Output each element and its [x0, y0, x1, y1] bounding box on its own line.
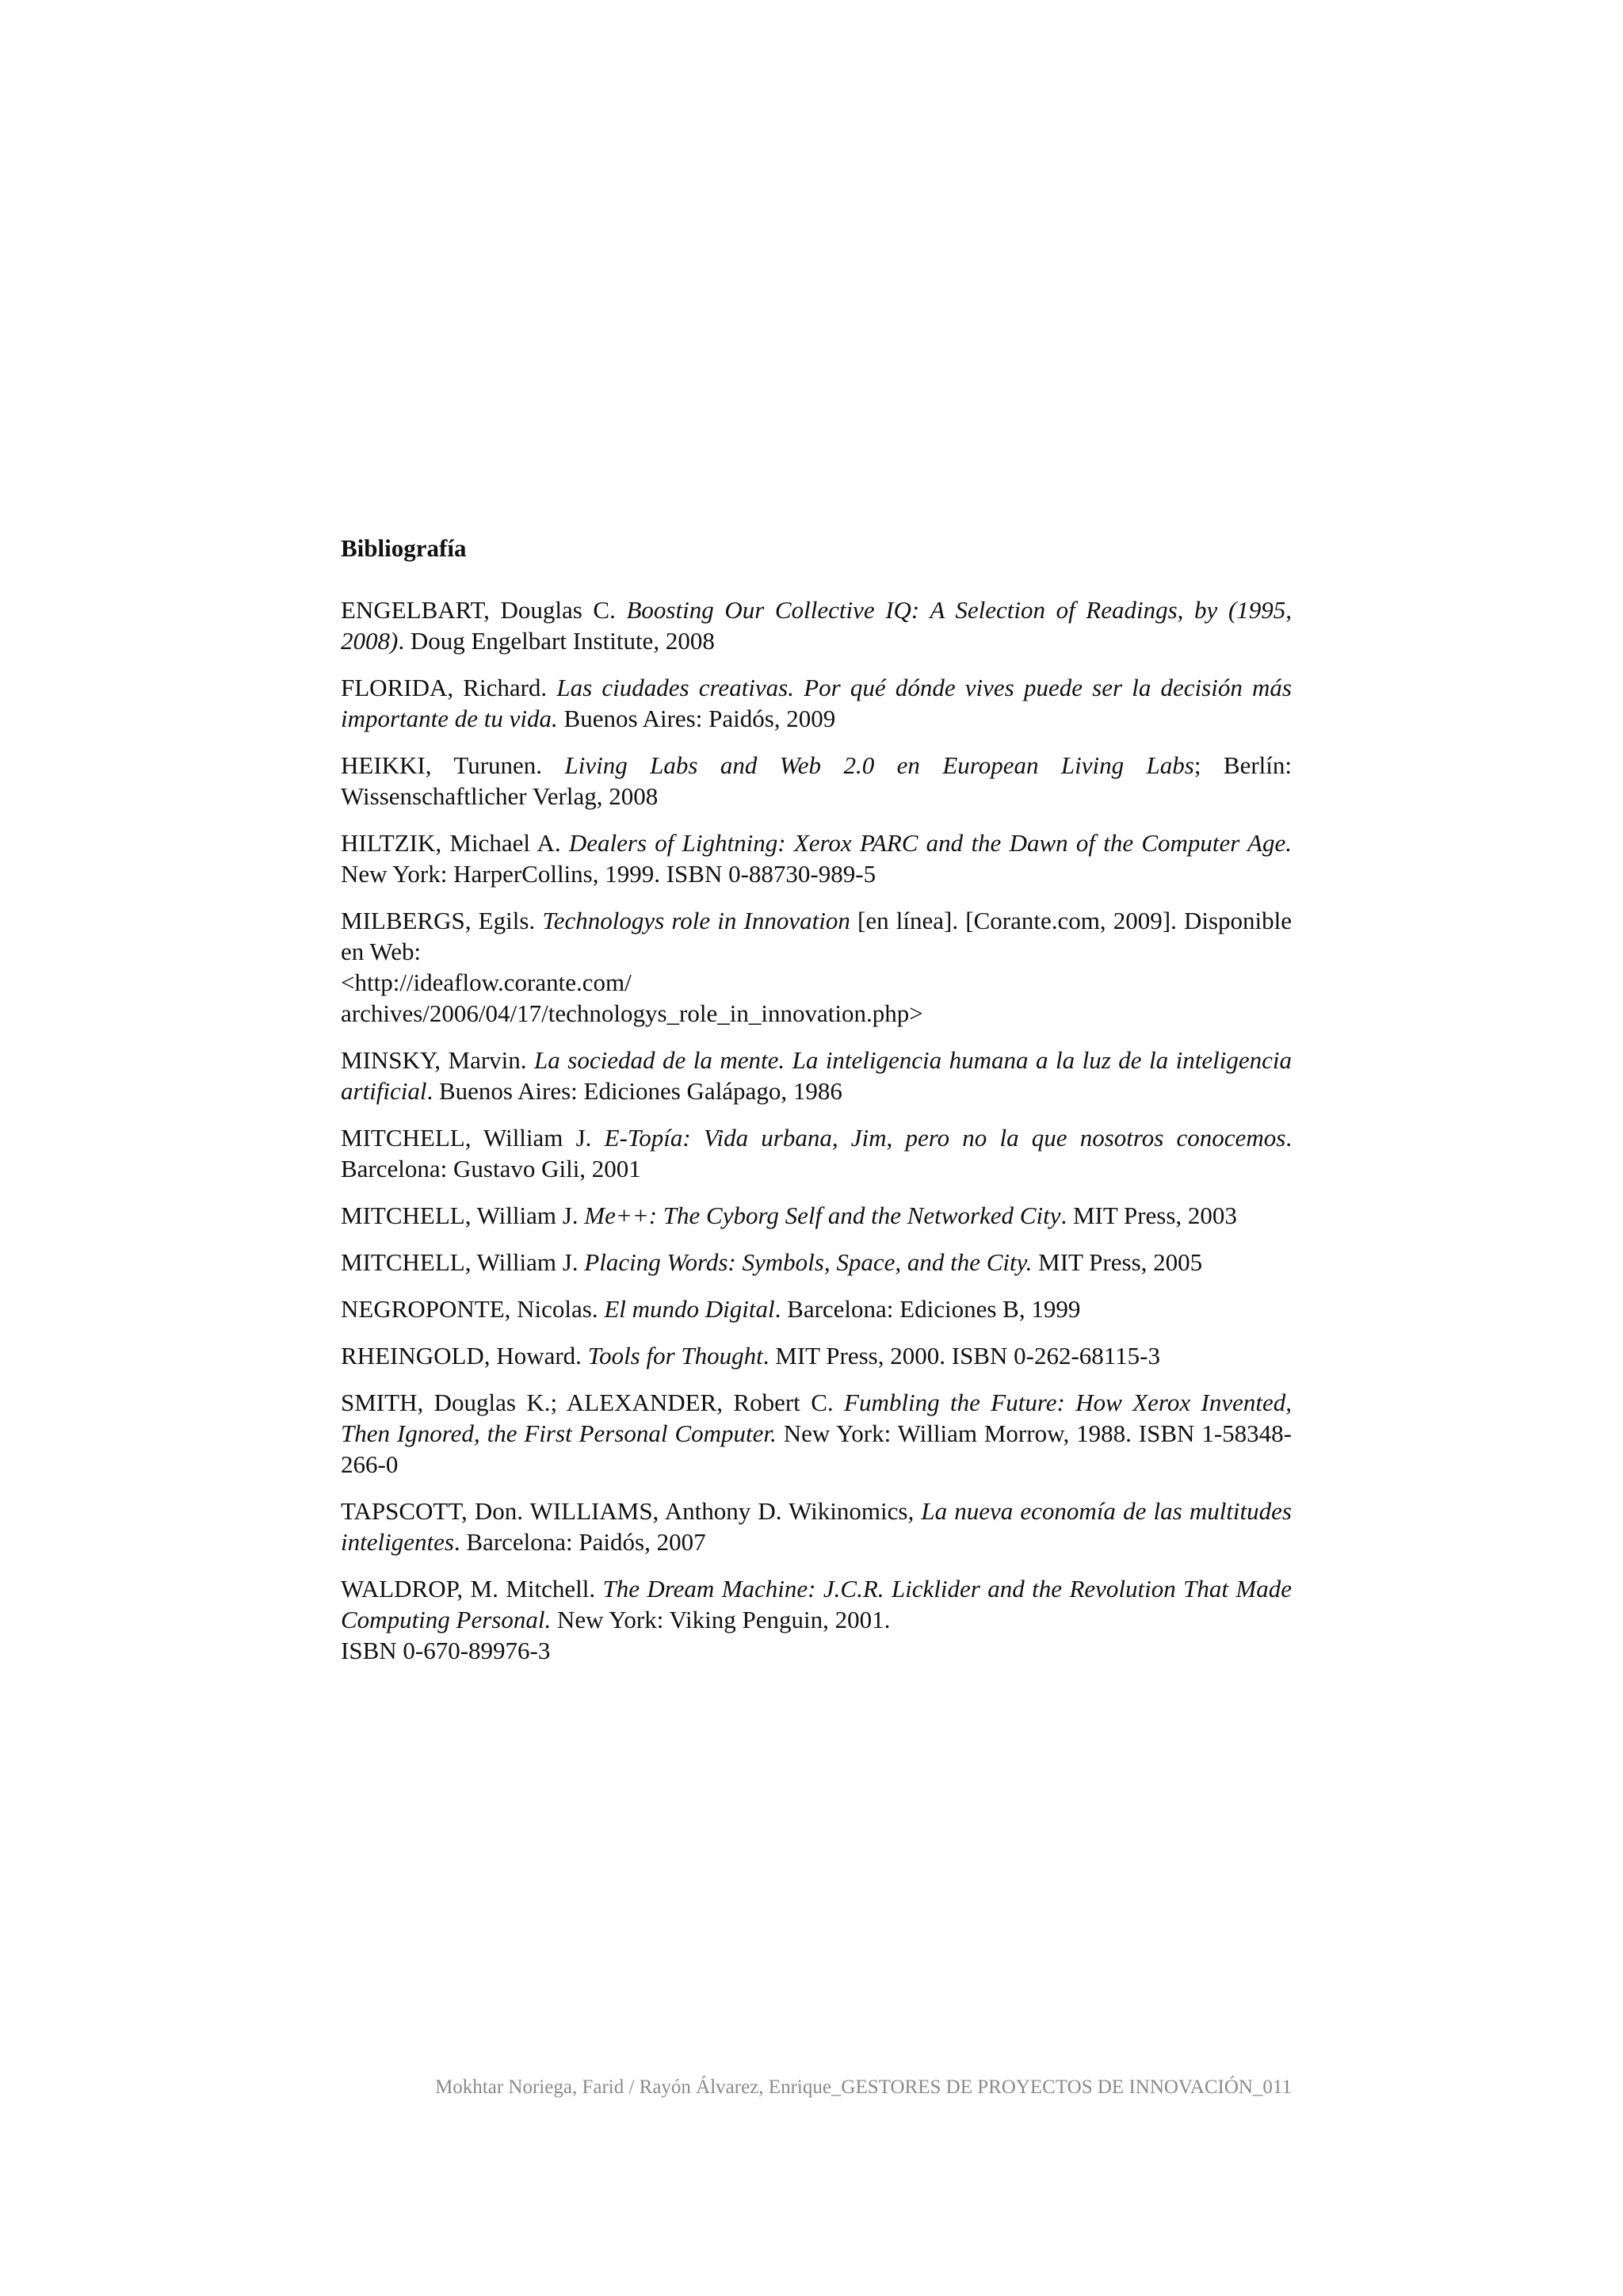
entry-title: Living Labs and Web 2.0 en European Living Labs — [564, 751, 1194, 779]
entry-author: WALDROP, M. Mitchell. — [341, 1575, 596, 1603]
section-heading: Bibliografía — [341, 534, 467, 562]
entry-title: Tools for Thought — [587, 1342, 763, 1370]
entry-url[interactable]: <http://ideaflow.corante.com/ — [341, 968, 632, 996]
entry-author: FLORIDA, Richard. — [341, 674, 548, 701]
bib-entry — [341, 1122, 1292, 1184]
entry-publication: [en línea]. [Corante.com, 2009]. Disponible en Web: — [341, 907, 1293, 965]
entry-author: HILTZIK, Michael A. — [341, 829, 561, 857]
entry-publication: . MIT Press, 2000. ISBN 0-262-68115-3 — [762, 1342, 1160, 1370]
entry-title: Dealers of Lightning: Xerox PARC and the Dawn of the Computer Age. — [568, 829, 1293, 857]
bibliography-section — [341, 533, 1292, 1682]
entry-publication: New York: HarperCollins, 1999. ISBN 0-88730-989-5 — [341, 860, 876, 888]
bib-entry — [341, 1247, 1292, 1278]
entry-author: HEIKKI, Turunen. — [341, 751, 543, 779]
entry-publication: New York: Viking Penguin, 2001. — [556, 1606, 891, 1633]
entry-author: SMITH, Douglas K.; ALEXANDER, Robert C. — [341, 1389, 834, 1416]
bib-entry — [341, 827, 1292, 889]
entry-publication: . Buenos Aires: Ediciones Galápago, 1986 — [426, 1077, 842, 1105]
entry-author: MILBERGS, Egils. — [341, 907, 536, 934]
entry-title: Boosting Our Collective IQ: A Selection of Readings, by (1995, 2008) — [341, 596, 1293, 655]
bib-entry — [341, 672, 1292, 734]
bib-entry — [341, 594, 1292, 656]
bib-entry — [341, 1293, 1292, 1324]
entry-author: NEGROPONTE, Nicolas. — [341, 1295, 598, 1323]
entry-author: MINSKY, Marvin. — [341, 1046, 527, 1074]
bib-entry — [341, 1496, 1292, 1557]
entry-publication: Buenos Aires: Paidós, 2009 — [563, 705, 836, 732]
entry-publication: New York: William Morrow, 1988. ISBN 1-58348-266-0 — [341, 1419, 1293, 1478]
bib-entry — [341, 750, 1292, 812]
entry-author: MITCHELL, William J. — [341, 1201, 579, 1229]
entry-author: TAPSCOTT, Don. WILLIAMS, Anthony D. Wikinomics — [341, 1497, 908, 1525]
entry-title: El mundo Digital — [604, 1295, 775, 1323]
bib-entry — [341, 1200, 1292, 1231]
entry-publication: . Doug Engelbart Institute, 2008 — [398, 627, 715, 655]
entry-title: Technologys role in Innovation — [542, 907, 850, 934]
entry-publication: MIT Press, 2005 — [1038, 1248, 1203, 1276]
entry-url-path[interactable]: archives/2006/04/17/technologys_role_in_innovation.php> — [341, 999, 923, 1027]
bib-entry — [341, 1573, 1292, 1666]
entry-publication: ; Berlín: Wissenschaftlicher Verlag, 2008 — [341, 751, 1292, 810]
entry-title: Fumbling the Future: How Xerox Invented, Then Ignored, the First Personal Computer. — [341, 1389, 1292, 1447]
entry-publication: . Barcelona: Paidós, 2007 — [453, 1528, 706, 1556]
bib-entry — [341, 1045, 1292, 1106]
entry-title: E-Topía: Vida urbana, Jim, pero no la que nosotros conocemos — [604, 1124, 1286, 1152]
entry-title: La sociedad de la mente. La inteligencia humana a la luz de la inteligencia artificial — [341, 1046, 1292, 1105]
entry-title: Las ciudades creativas. Por qué dónde vives puede ser la decisión más importante de tu vida. — [341, 674, 1292, 732]
entry-author: ENGELBART, Douglas C. — [341, 596, 616, 624]
entry-title: Placing Words: Symbols, Space, and the City. — [584, 1248, 1033, 1276]
entry-title: , La nueva economía de las multitudes inteligentes — [341, 1497, 1292, 1556]
entry-author: MITCHELL, William J. — [341, 1124, 592, 1152]
entry-isbn: ISBN 0-670-89976-3 — [341, 1637, 551, 1664]
bib-entry — [341, 1340, 1292, 1371]
entry-author: MITCHELL, William J. — [341, 1248, 579, 1276]
entry-publication: . Barcelona: Ediciones B, 1999 — [774, 1295, 1081, 1323]
page-footer: Mokhtar Noriega, Farid / Rayón Álvarez, Enrique_GESTORES DE PROYECTOS DE INNOVACIÓN_011 — [435, 2076, 1292, 2098]
bib-entry — [341, 1387, 1292, 1480]
bib-entry — [341, 905, 1292, 1029]
entry-title: The Dream Machine: J.C.R. Licklider and the Revolution That Made Computing Personal. — [341, 1575, 1292, 1633]
entry-publication: . Barcelona: Gustavo Gili, 2001 — [341, 1124, 1293, 1182]
entry-author: RHEINGOLD, Howard. — [341, 1342, 582, 1370]
entry-title: Me++: The Cyborg Self and the Networked City — [584, 1201, 1061, 1229]
entry-publication: . MIT Press, 2003 — [1060, 1201, 1237, 1229]
